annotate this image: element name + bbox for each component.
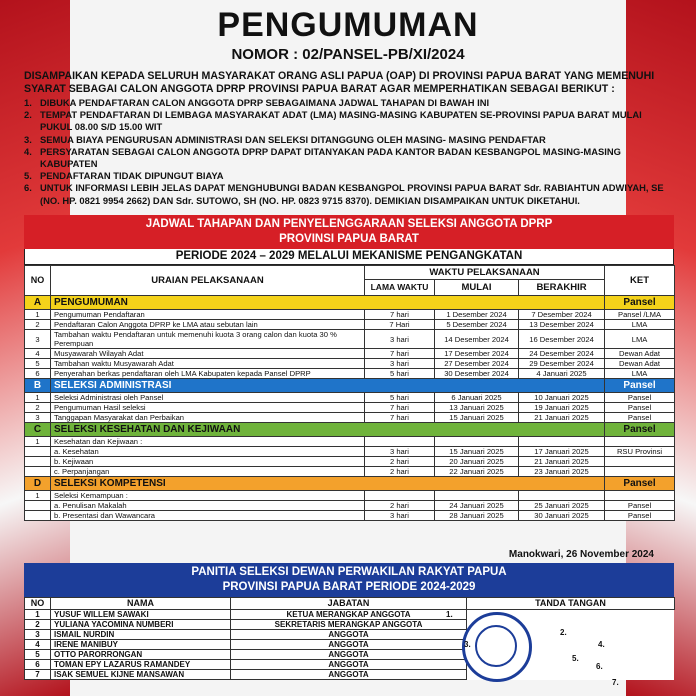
member-name: YULIANA YACOMINA NUMBERI <box>51 620 231 630</box>
schedule-row <box>25 359 675 369</box>
row-no: 2 <box>25 320 51 330</box>
row-no <box>25 447 51 457</box>
date-line: Manokwari, 26 November 2024 <box>508 549 654 560</box>
section-id: C <box>25 423 51 437</box>
point-text: UNTUK INFORMASI LEBIH JELAS DAPAT MENGHUBUNGI BADAN KESBANGPOL PROVINSI PAPUA BARAT Sdr. RABIAHTUN ADWIYAH, SE (NO. HP. 0821 9954 2662) DAN Sdr. SUTOWO, SH (NO. HP. 0823 9715 8370). DEMIKIAN DISAMPAIKAN UNTUK DIKETAHUI. <box>40 182 664 206</box>
member-no: 2 <box>25 620 51 630</box>
section-id: D <box>25 477 51 491</box>
row-uraian: b. Presentasi dan Wawancara <box>51 511 365 521</box>
row-lama: 3 hari <box>365 511 435 521</box>
row-lama: 5 hari <box>365 393 435 403</box>
row-lama: 3 hari <box>365 447 435 457</box>
member-row <box>25 640 675 650</box>
member-name: YUSUF WILLEM SAWAKI <box>51 610 231 620</box>
row-mulai: 14 Desember 2024 <box>435 330 519 349</box>
section-id: B <box>25 379 51 393</box>
signature-number: 4. <box>598 640 605 649</box>
col-uraian: URAIAN PELAKSANAAN <box>51 266 365 296</box>
row-mulai <box>435 437 519 447</box>
member-name: IRENE MANIBUY <box>51 640 231 650</box>
schedule-header-line2: PROVINSI PAPUA BARAT <box>279 233 419 245</box>
section-name: PENGUMUMAN <box>51 296 605 310</box>
schedule-row <box>25 467 675 477</box>
row-mulai: 6 Januari 2025 <box>435 393 519 403</box>
row-ket: Dewan Adat <box>605 349 675 359</box>
row-mulai <box>435 491 519 501</box>
row-berakhir <box>519 437 605 447</box>
schedule-row <box>25 511 675 521</box>
schedule-header <box>24 215 674 249</box>
schedule-periode: PERIODE 2024 – 2029 MELALUI MEKANISME PENGANGKATAN <box>24 249 674 265</box>
point-number: 5. <box>24 170 32 182</box>
row-uraian: Pengumuman Pendaftaran <box>51 310 365 320</box>
member-name: OTTO PARORRONGAN <box>51 650 231 660</box>
row-uraian: a. Penulisan Makalah <box>51 501 365 511</box>
member-jabatan: ANGGOTA <box>231 640 467 650</box>
announcement-page <box>10 0 686 696</box>
row-no: 6 <box>25 369 51 379</box>
page-title: PENGUMUMAN <box>217 6 479 44</box>
schedule-row <box>25 491 675 501</box>
point-number: 2. <box>24 109 32 121</box>
row-no: 1 <box>25 393 51 403</box>
row-lama <box>365 437 435 447</box>
point-text: PENDAFTARAN TIDAK DIPUNGUT BIAYA <box>40 170 224 182</box>
row-no <box>25 467 51 477</box>
row-lama: 7 hari <box>365 310 435 320</box>
row-no <box>25 511 51 521</box>
row-lama: 2 hari <box>365 501 435 511</box>
row-lama: 3 hari <box>365 359 435 369</box>
point-item <box>24 134 674 146</box>
row-ket <box>605 457 675 467</box>
col-waktu: WAKTU PELAKSANAAN <box>365 266 605 280</box>
row-no: 1 <box>25 310 51 320</box>
row-ket <box>605 437 675 447</box>
member-jabatan: KETUA MERANGKAP ANGGOTA <box>231 610 467 620</box>
member-no: 1 <box>25 610 51 620</box>
schedule-row <box>25 447 675 457</box>
row-no <box>25 501 51 511</box>
row-no: 5 <box>25 359 51 369</box>
row-mulai: 13 Januari 2025 <box>435 403 519 413</box>
committee-col-no: NO <box>25 598 51 610</box>
schedule-row <box>25 457 675 467</box>
section-ket: Pansel <box>605 296 675 310</box>
row-berakhir: 24 Desember 2024 <box>519 349 605 359</box>
member-jabatan: ANGGOTA <box>231 650 467 660</box>
row-berakhir: 7 Desember 2024 <box>519 310 605 320</box>
member-name: TOMAN EPY LAZARUS RAMANDEY <box>51 660 231 670</box>
row-berakhir: 16 Desember 2024 <box>519 330 605 349</box>
row-mulai: 1 Desember 2024 <box>435 310 519 320</box>
section-ket: Pansel <box>605 423 675 437</box>
member-name: ISMAIL NURDIN <box>51 630 231 640</box>
section-row <box>25 423 675 437</box>
row-no: 2 <box>25 403 51 413</box>
row-ket: Pansel <box>605 501 675 511</box>
schedule-header-line1: JADWAL TAHAPAN DAN PENYELENGGARAAN SELEKSI ANGGOTA DPRP <box>145 218 553 230</box>
col-no: NO <box>25 266 51 296</box>
committee-header-line1: PANITIA SELEKSI DEWAN PERWAKILAN RAKYAT PAPUA <box>191 566 507 578</box>
row-mulai: 28 Januari 2025 <box>435 511 519 521</box>
schedule-row <box>25 349 675 359</box>
row-ket <box>605 491 675 501</box>
committee-seal <box>462 612 532 682</box>
row-lama: 3 hari <box>365 330 435 349</box>
point-number: 1. <box>24 97 32 108</box>
member-jabatan: SEKRETARIS MERANGKAP ANGGOTA <box>231 620 467 630</box>
col-berakhir: BERAKHIR <box>519 280 605 296</box>
point-text: SEMUA BIAYA PENGURUSAN ADMINISTRASI DAN SELEKSI DITANGGUNG OLEH MASING- MASING PENDAFTAR <box>40 133 546 145</box>
row-mulai: 27 Desember 2024 <box>435 359 519 369</box>
row-ket: Pansel <box>605 403 675 413</box>
member-no: 3 <box>25 630 51 640</box>
row-uraian: Seleksi Kemampuan : <box>51 491 365 501</box>
section-name: SELEKSI KOMPETENSI <box>51 477 605 491</box>
row-ket: LMA <box>605 330 675 349</box>
row-mulai: 15 Januari 2025 <box>435 447 519 457</box>
row-uraian: b. Kejiwaan <box>51 457 365 467</box>
row-no <box>25 457 51 467</box>
row-no: 3 <box>25 413 51 423</box>
points-list <box>24 97 674 207</box>
section-row <box>25 477 675 491</box>
committee-col-jabatan: JABATAN <box>231 598 467 610</box>
row-berakhir: 23 Januari 2025 <box>519 467 605 477</box>
member-row <box>25 630 675 640</box>
row-berakhir: 10 Januari 2025 <box>519 393 605 403</box>
point-item <box>24 170 674 182</box>
signature-number: 6. <box>596 662 603 671</box>
row-ket: LMA <box>605 320 675 330</box>
member-row <box>25 670 675 680</box>
row-ket: Pansel <box>605 511 675 521</box>
row-mulai: 20 Januari 2025 <box>435 457 519 467</box>
point-text: TEMPAT PENDAFTARAN DI LEMBAGA MASYARAKAT ADAT (LMA) MASING-MASING KABUPATEN SE-PROVINSI PAPUA BARAT MULAI PUKUL 08.00 S/D 15.00 WIT <box>40 109 642 133</box>
schedule-row <box>25 413 675 423</box>
section-name: SELEKSI KESEHATAN DAN KEJIWAAN <box>51 423 605 437</box>
point-text: DIBUKA PENDAFTARAN CALON ANGGOTA DPRP SEBAGAIMANA JADWAL TAHAPAN DI BAWAH INI <box>40 97 490 108</box>
schedule-box <box>24 215 674 521</box>
member-jabatan: ANGGOTA <box>231 660 467 670</box>
row-berakhir: 19 Januari 2025 <box>519 403 605 413</box>
row-lama: 2 hari <box>365 457 435 467</box>
row-lama <box>365 491 435 501</box>
row-ket: Dewan Adat <box>605 359 675 369</box>
section-ket: Pansel <box>605 477 675 491</box>
row-berakhir: 4 Januari 2025 <box>519 369 605 379</box>
row-uraian: Musyawarah Wilayah Adat <box>51 349 365 359</box>
row-mulai: 5 Desember 2024 <box>435 320 519 330</box>
schedule-row <box>25 369 675 379</box>
point-number: 4. <box>24 145 32 157</box>
member-row <box>25 610 675 620</box>
row-mulai: 30 Desember 2024 <box>435 369 519 379</box>
row-berakhir: 25 Januari 2025 <box>519 501 605 511</box>
row-berakhir: 21 Januari 2025 <box>519 413 605 423</box>
row-lama: 7 Hari <box>365 320 435 330</box>
schedule-row <box>25 501 675 511</box>
member-name: ISAK SEMUEL KIJNE MANSAWAN <box>51 670 231 680</box>
signature-number: 1. <box>446 610 453 619</box>
row-no: 1 <box>25 437 51 447</box>
row-no: 4 <box>25 349 51 359</box>
document-number: NOMOR : 02/PANSEL-PB/XI/2024 <box>231 46 465 63</box>
row-uraian: Tambahan waktu Pendaftaran untuk memenuhi kuota 3 orang calon dan kuota 30 % Perempuan <box>51 330 365 349</box>
member-no: 5 <box>25 650 51 660</box>
row-uraian: Tanggapan Masyarakat dan Perbaikan <box>51 413 365 423</box>
signature-number: 7. <box>612 678 619 687</box>
row-berakhir: 17 Januari 2025 <box>519 447 605 457</box>
row-no: 3 <box>25 330 51 349</box>
point-number: 3. <box>24 133 32 145</box>
committee-header-line2: PROVINSI PAPUA BARAT PERIODE 2024-2029 <box>222 581 476 593</box>
schedule-row <box>25 310 675 320</box>
row-ket: RSU Provinsi <box>605 447 675 457</box>
col-mulai: MULAI <box>435 280 519 296</box>
col-ket: KET <box>605 266 675 296</box>
row-mulai: 24 Januari 2025 <box>435 501 519 511</box>
row-berakhir: 21 Januari 2025 <box>519 457 605 467</box>
row-ket <box>605 467 675 477</box>
schedule-row <box>25 403 675 413</box>
point-item <box>24 146 674 170</box>
row-uraian: a. Kesehatan <box>51 447 365 457</box>
signature-number: 2. <box>560 628 567 637</box>
row-mulai: 17 Desember 2024 <box>435 349 519 359</box>
schedule-table <box>24 265 675 521</box>
point-item <box>24 97 674 109</box>
signature-number: 3. <box>464 640 471 649</box>
point-item <box>24 109 674 133</box>
section-ket: Pansel <box>605 379 675 393</box>
schedule-row <box>25 330 675 349</box>
row-berakhir: 30 Januari 2025 <box>519 511 605 521</box>
point-number: 6. <box>24 182 32 194</box>
row-lama: 2 hari <box>365 467 435 477</box>
signature-column: TANDA TANGAN <box>467 598 675 610</box>
row-berakhir <box>519 491 605 501</box>
col-lama: LAMA WAKTU <box>365 280 435 296</box>
row-lama: 5 hari <box>365 369 435 379</box>
committee-table <box>24 597 675 680</box>
row-uraian: c. Perpanjangan <box>51 467 365 477</box>
intro-text: DISAMPAIKAN KEPADA SELURUH MASYARAKAT ORANG ASLI PAPUA (OAP) DI PROVINSI PAPUA BARAT YANG MEMENUHI SYARAT SEBAGAI CALON ANGGOTA DPRP PROVINSI PAPUA BARAT AGAR MEMPERHATIKAN SEBAGAI BERIKUT : <box>24 70 655 95</box>
point-item <box>24 182 674 206</box>
row-no: 1 <box>25 491 51 501</box>
row-ket: LMA <box>605 369 675 379</box>
row-berakhir: 29 Desember 2024 <box>519 359 605 369</box>
point-text: PERSYARATAN SEBAGAI CALON ANGGOTA DPRP DAPAT DITANYAKAN PADA KANTOR BADAN KESBANGPOL MASING-MASING KABUPATEN <box>40 145 621 170</box>
section-id: A <box>25 296 51 310</box>
row-lama: 7 hari <box>365 413 435 423</box>
row-berakhir: 13 Desember 2024 <box>519 320 605 330</box>
row-mulai: 15 Januari 2025 <box>435 413 519 423</box>
row-uraian: Tambahan waktu Musyawarah Adat <box>51 359 365 369</box>
schedule-row <box>25 437 675 447</box>
member-no: 4 <box>25 640 51 650</box>
row-uraian: Kesehatan dan Kejiwaan : <box>51 437 365 447</box>
row-ket: Pansel <box>605 393 675 403</box>
row-lama: 7 hari <box>365 403 435 413</box>
row-mulai: 22 Januari 2025 <box>435 467 519 477</box>
committee-col-nama: NAMA <box>51 598 231 610</box>
member-jabatan: ANGGOTA <box>231 630 467 640</box>
schedule-row <box>25 393 675 403</box>
row-uraian: Seleksi Administrasi oleh Pansel <box>51 393 365 403</box>
section-row <box>25 379 675 393</box>
member-jabatan: ANGGOTA <box>231 670 467 680</box>
row-lama: 7 hari <box>365 349 435 359</box>
section-row <box>25 296 675 310</box>
row-ket: Pansel <box>605 413 675 423</box>
section-name: SELEKSI ADMINISTRASI <box>51 379 605 393</box>
row-uraian: Pendaftaran Calon Anggota DPRP ke LMA atau sebutan lain <box>51 320 365 330</box>
committee-header <box>24 563 674 597</box>
member-row <box>25 620 675 630</box>
row-uraian: Penyerahan berkas pendaftaran oleh LMA Kabupaten kepada Pansel DPRP <box>51 369 365 379</box>
member-no: 7 <box>25 670 51 680</box>
schedule-row <box>25 320 675 330</box>
member-no: 6 <box>25 660 51 670</box>
row-ket: Pansel /LMA <box>605 310 675 320</box>
signature-number: 5. <box>572 654 579 663</box>
row-uraian: Pengumuman Hasil seleksi <box>51 403 365 413</box>
